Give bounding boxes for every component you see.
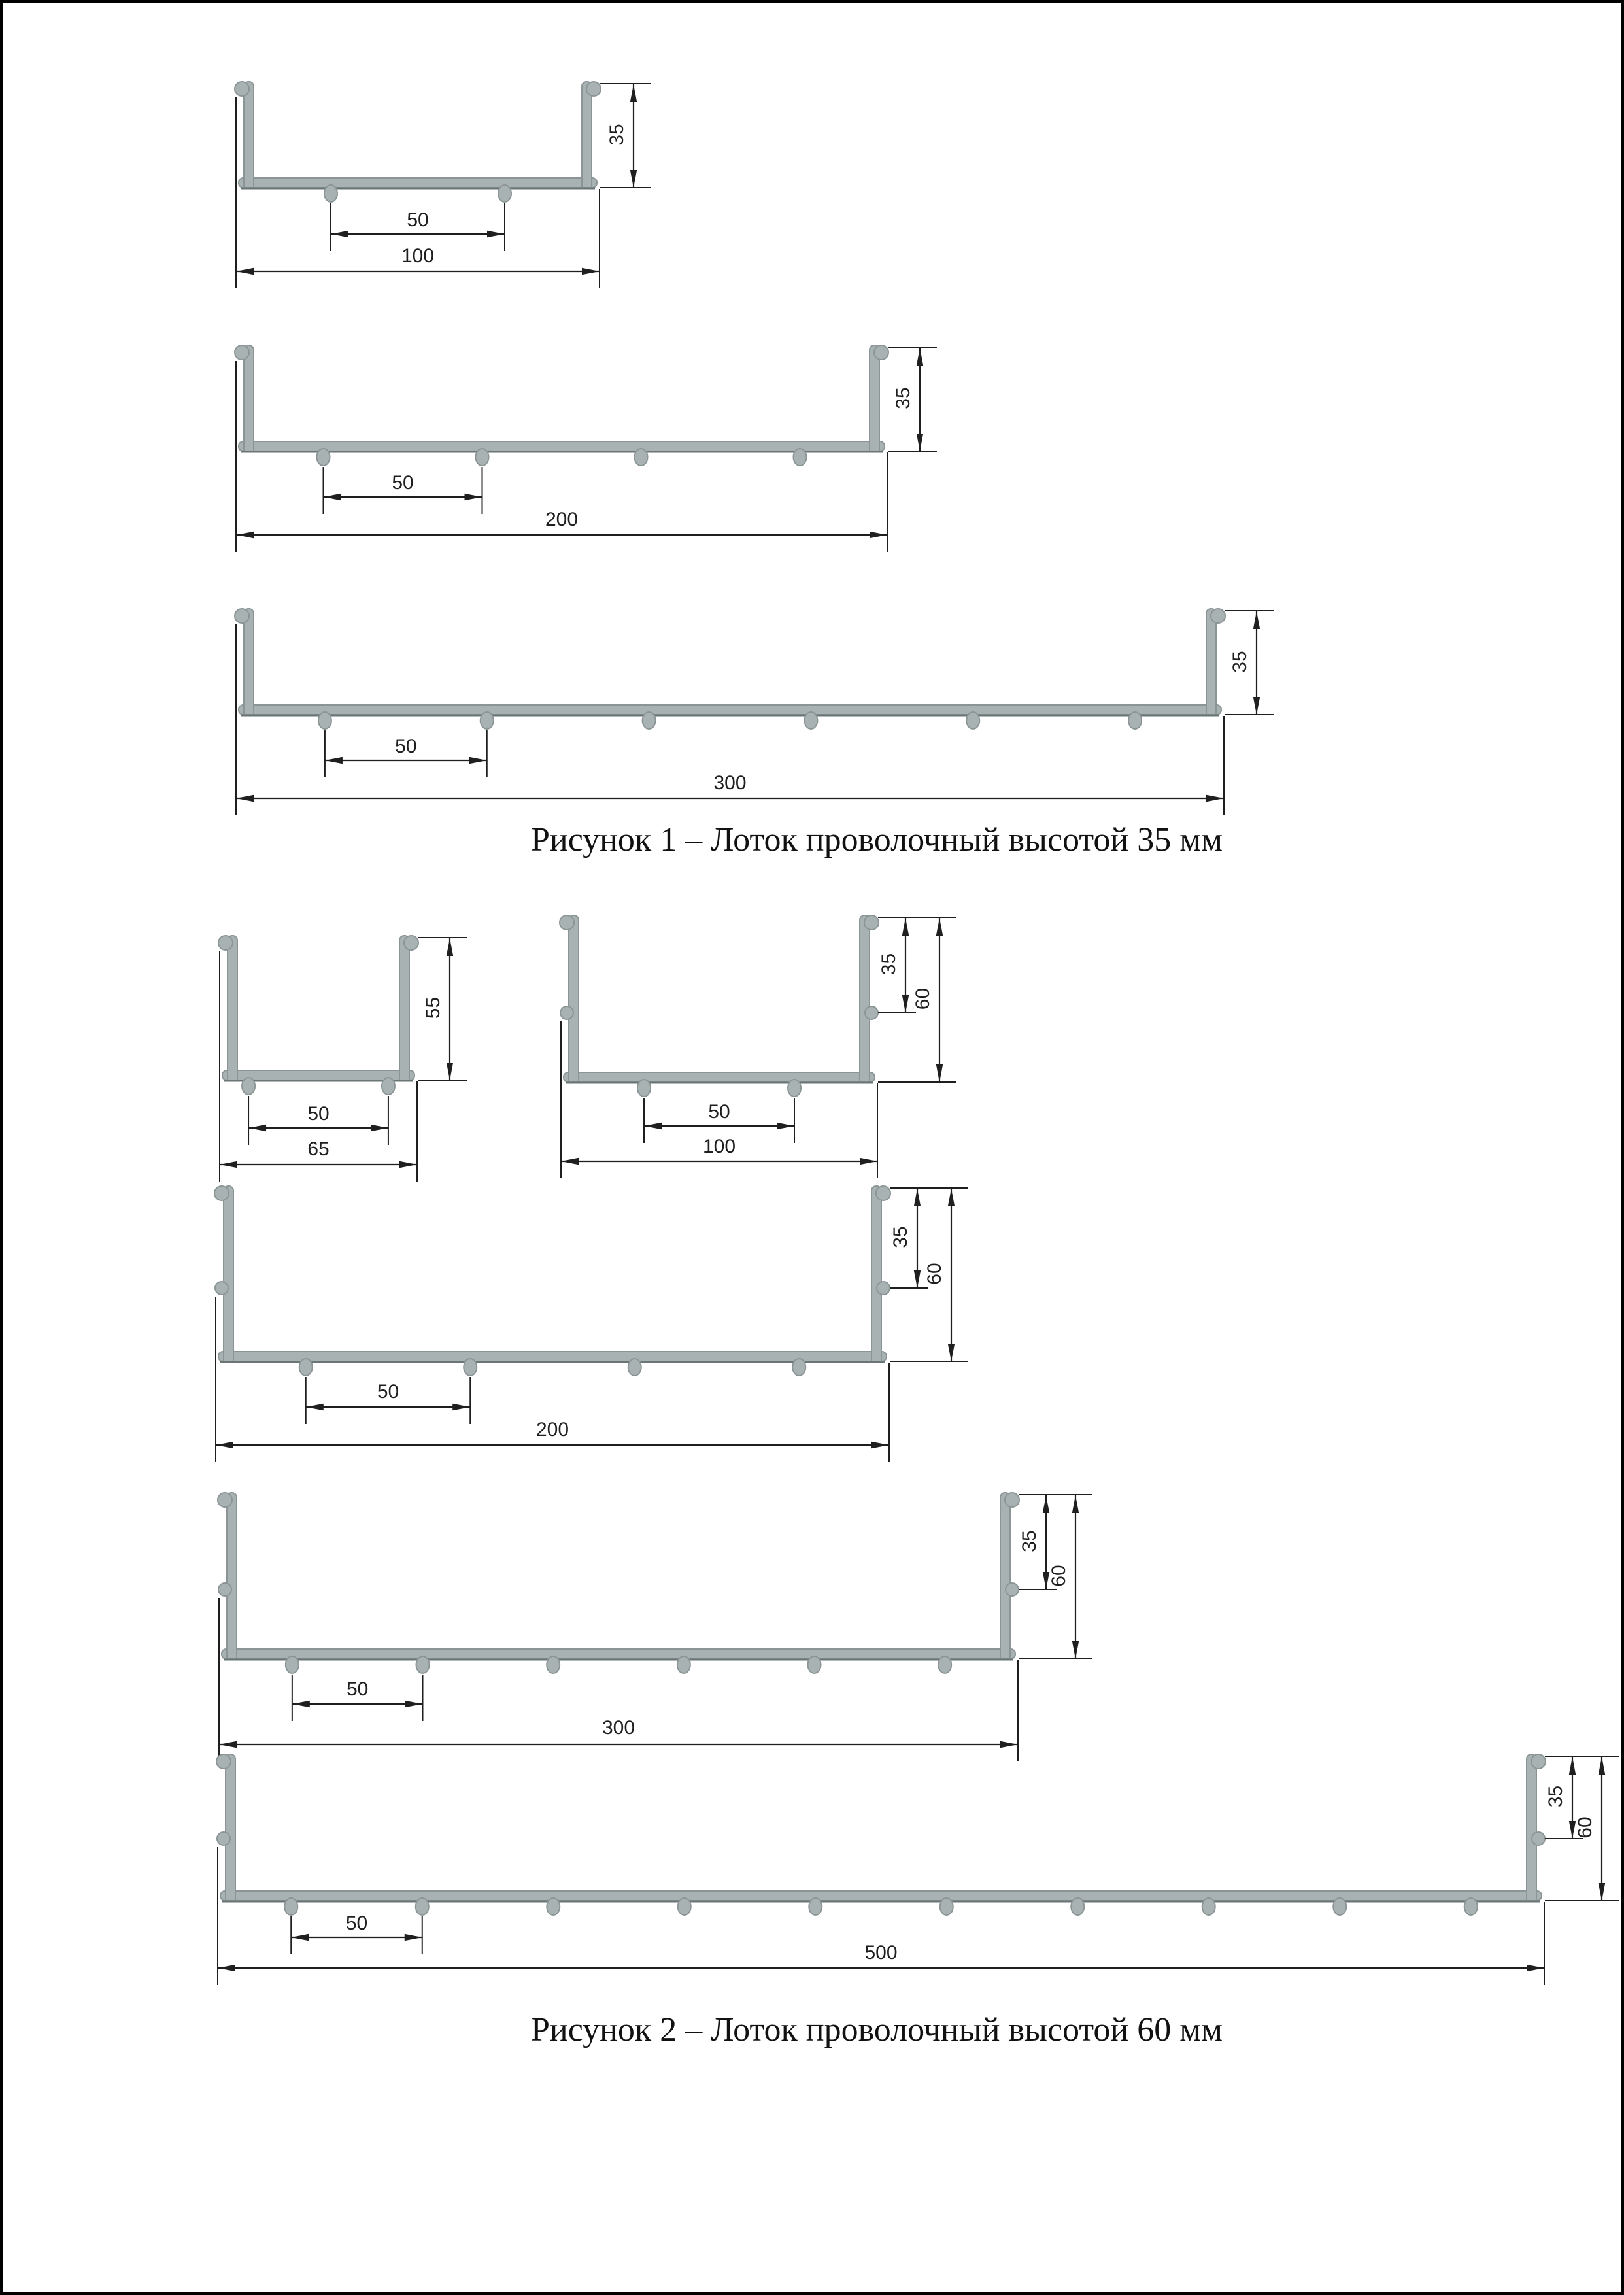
tray-bottom-bar: [239, 705, 1221, 715]
bottom-wire: [643, 712, 656, 729]
bottom-wire: [966, 712, 979, 729]
dimension-arrowhead: [936, 1064, 943, 1082]
width-dim-label: 100: [702, 1135, 736, 1157]
top-left-wire: [218, 936, 233, 950]
tray-profile-500mm: [216, 1754, 1619, 1985]
width-dim-label: 300: [713, 772, 747, 794]
corner-joint: [1528, 1892, 1536, 1900]
bottom-wire: [284, 1898, 297, 1915]
corner-joint: [245, 706, 253, 714]
height-35-dim-label: 35: [1544, 1785, 1566, 1808]
bottom-wire: [635, 449, 648, 466]
top-left-wire: [560, 915, 574, 930]
figure-2-drawings: [214, 915, 1619, 1985]
dimension-arrowhead: [948, 1344, 955, 1361]
mid-right-wire: [877, 1282, 890, 1295]
spacing-dim-label: 50: [392, 471, 414, 494]
tray-left-wall: [244, 82, 254, 188]
tray-profile-65mm: [218, 936, 467, 1182]
bottom-wire: [547, 1656, 560, 1673]
dimension-arrowhead: [452, 1404, 470, 1410]
bottom-wire: [318, 712, 331, 729]
dimension-arrowhead: [902, 995, 909, 1013]
tray-right-wall: [1000, 1493, 1010, 1659]
tray-left-wall: [226, 1754, 235, 1901]
bottom-wire: [788, 1080, 801, 1096]
height-60-dim-label: 60: [1047, 1565, 1070, 1587]
top-right-wire: [876, 1186, 890, 1200]
width-dim-label: 500: [864, 1941, 898, 1964]
top-right-wire: [1005, 1493, 1019, 1507]
width-dim-label: 200: [545, 508, 579, 530]
bottom-wire: [1071, 1898, 1084, 1915]
top-right-wire: [874, 345, 888, 360]
bottom-wire: [464, 1359, 477, 1376]
tray-bottom-bar: [218, 1352, 887, 1361]
dimension-arrowhead: [948, 1189, 955, 1206]
dimension-arrowhead: [292, 1701, 310, 1707]
height-dim-label: 35: [892, 387, 914, 409]
dimension-arrowhead: [630, 84, 637, 102]
bottom-wire: [382, 1078, 395, 1095]
dimension-arrowhead: [447, 1062, 453, 1080]
tray-left-wall: [224, 1186, 233, 1361]
dimension-arrowhead: [1599, 1883, 1605, 1901]
tray-left-wall: [227, 1493, 237, 1659]
dimension-arrowhead: [487, 231, 505, 237]
bottom-wire: [286, 1656, 299, 1673]
dimension-arrowhead: [399, 1161, 417, 1168]
dimension-arrowhead: [936, 918, 943, 936]
tray-profile-300mm: [235, 609, 1274, 815]
dimension-arrowhead: [220, 1161, 237, 1168]
bottom-wire: [677, 1656, 690, 1673]
dimension-arrowhead: [630, 170, 637, 188]
tray-bottom-bar: [239, 178, 597, 188]
figure-2-caption: Рисунок 2 – Лоток проволочный высотой 60 мм: [530, 2011, 1223, 2048]
bottom-wire: [324, 185, 337, 202]
dimension-arrowhead: [405, 1701, 423, 1707]
dimension-arrowhead: [1599, 1757, 1605, 1775]
top-right-wire: [586, 82, 601, 96]
mid-left-wire: [217, 1832, 230, 1845]
dimension-arrowhead: [1072, 1641, 1079, 1659]
corner-joint: [401, 1072, 409, 1080]
dimension-arrowhead: [248, 1125, 266, 1131]
corner-joint: [570, 1074, 578, 1081]
top-left-wire: [218, 1493, 232, 1507]
width-dim-label: 300: [601, 1716, 635, 1739]
tray-right-wall: [871, 1186, 881, 1361]
top-left-wire: [235, 82, 249, 96]
top-left-wire: [235, 609, 249, 623]
spacing-dim-label: 50: [307, 1102, 330, 1125]
mid-left-wire: [218, 1583, 231, 1596]
bottom-wire: [299, 1359, 313, 1376]
dimension-arrowhead: [1000, 1741, 1018, 1748]
bottom-wire: [804, 712, 817, 729]
top-left-wire: [214, 1186, 229, 1200]
dimension-arrowhead: [465, 494, 482, 500]
dimension-arrowhead: [219, 1741, 237, 1748]
mid-right-wire: [1006, 1583, 1019, 1596]
height-dim-label: 35: [1228, 651, 1251, 673]
dimension-arrowhead: [914, 1270, 921, 1288]
corner-joint: [229, 1072, 237, 1080]
bottom-wire: [1128, 712, 1142, 729]
corner-joint: [861, 1074, 869, 1081]
bottom-wire: [317, 449, 330, 466]
top-right-wire: [864, 915, 879, 930]
corner-joint: [873, 1353, 881, 1361]
spacing-dim-label: 50: [345, 1912, 368, 1934]
spacing-dim-label: 50: [708, 1100, 730, 1123]
bottom-wire: [476, 449, 489, 466]
dimension-arrowhead: [447, 938, 453, 956]
tray-right-wall: [1206, 609, 1216, 715]
corner-joint: [1208, 706, 1215, 714]
dimension-arrowhead: [870, 532, 887, 538]
dimension-arrowhead: [914, 1189, 921, 1206]
width-dim-label: 200: [535, 1418, 569, 1440]
dimension-arrowhead: [1569, 1757, 1576, 1775]
tray-right-wall: [582, 82, 592, 188]
bottom-wire: [808, 1656, 821, 1673]
corner-joint: [245, 179, 253, 187]
dimension-arrowhead: [777, 1123, 794, 1129]
dimension-arrowhead: [324, 494, 341, 500]
height-35-dim-label: 35: [889, 1226, 911, 1248]
dimension-arrowhead: [644, 1123, 662, 1129]
dimension-arrowhead: [917, 348, 923, 366]
mid-right-wire: [865, 1006, 878, 1019]
top-left-wire: [235, 345, 249, 360]
bottom-wire: [678, 1898, 691, 1915]
bottom-wire: [242, 1078, 255, 1095]
bottom-wire: [481, 712, 494, 729]
dimension-arrowhead: [1072, 1495, 1079, 1513]
figure-1-caption: Рисунок 1 – Лоток проволочный высотой 35 мм: [530, 821, 1223, 858]
bottom-wire: [416, 1898, 429, 1915]
bottom-wire: [547, 1898, 560, 1915]
dimension-arrowhead: [902, 918, 909, 936]
bottom-wire: [498, 185, 511, 202]
dimension-arrowhead: [216, 1442, 233, 1448]
tray-left-wall: [244, 345, 254, 451]
bottom-wire: [1202, 1898, 1215, 1915]
bottom-wire: [1464, 1898, 1478, 1915]
spacing-dim-label: 50: [395, 735, 417, 757]
height-dim-label: 55: [422, 996, 444, 1019]
spacing-dim-label: 50: [377, 1380, 399, 1402]
dimension-arrowhead: [331, 231, 348, 237]
bottom-wire: [792, 1359, 805, 1376]
bottom-wire: [416, 1656, 430, 1673]
corner-joint: [245, 443, 253, 450]
height-35-dim-label: 35: [1018, 1530, 1040, 1552]
dimension-arrowhead: [1527, 1965, 1544, 1971]
dimension-arrowhead: [236, 532, 254, 538]
corner-joint: [583, 179, 591, 187]
height-dim-label: 35: [605, 124, 628, 146]
bottom-wire: [794, 449, 807, 466]
dimension-arrowhead: [1043, 1495, 1049, 1513]
corner-joint: [227, 1892, 235, 1900]
dimension-arrowhead: [860, 1158, 877, 1164]
width-dim-label: 65: [307, 1138, 330, 1160]
tray-right-wall: [1527, 1754, 1536, 1901]
dimension-arrowhead: [469, 757, 487, 764]
tray-profile-300mm: [218, 1493, 1092, 1761]
tray-left-wall: [244, 609, 254, 715]
tray-left-wall: [228, 936, 237, 1080]
bottom-wire: [938, 1656, 951, 1673]
height-35-dim-label: 35: [877, 953, 900, 976]
corner-joint: [871, 443, 879, 450]
spacing-dim-label: 50: [346, 1678, 369, 1700]
tray-right-wall: [870, 345, 879, 451]
tray-bottom-bar: [564, 1072, 875, 1082]
dimension-arrowhead: [405, 1934, 422, 1941]
width-dim-label: 100: [401, 245, 435, 267]
bottom-wire: [628, 1359, 641, 1376]
dimension-arrowhead: [236, 268, 254, 275]
height-60-dim-label: 60: [923, 1263, 945, 1285]
corner-joint: [1002, 1650, 1009, 1658]
dimension-arrowhead: [236, 795, 254, 802]
dimension-arrowhead: [371, 1125, 388, 1131]
bottom-wire: [809, 1898, 822, 1915]
dimension-arrowhead: [1253, 697, 1260, 715]
dimension-arrowhead: [325, 757, 343, 764]
dimension-arrowhead: [582, 268, 600, 275]
bottom-wire: [940, 1898, 953, 1915]
mid-left-wire: [560, 1006, 573, 1019]
top-right-wire: [404, 936, 418, 950]
mid-right-wire: [1532, 1832, 1545, 1845]
tray-profile-100mm: [560, 915, 956, 1178]
spacing-dim-label: 50: [407, 209, 429, 231]
tray-bottom-bar: [239, 441, 885, 451]
dimension-arrowhead: [291, 1934, 309, 1941]
tray-right-wall: [399, 936, 409, 1080]
top-right-wire: [1211, 609, 1225, 623]
tray-right-wall: [860, 915, 870, 1082]
tray-bottom-bar: [222, 1649, 1015, 1659]
figure-1-drawings: [235, 82, 1274, 815]
dimension-arrowhead: [917, 434, 923, 451]
tray-profile-200mm: [235, 345, 937, 552]
top-right-wire: [1531, 1754, 1546, 1769]
bottom-wire: [637, 1080, 651, 1096]
height-60-dim-label: 60: [911, 987, 934, 1010]
corner-joint: [228, 1650, 236, 1658]
corner-joint: [225, 1353, 233, 1361]
dimension-arrowhead: [1206, 795, 1224, 802]
tray-profile-100mm: [235, 82, 651, 288]
dimension-arrowhead: [218, 1965, 235, 1971]
top-left-wire: [216, 1754, 231, 1769]
height-60-dim-label: 60: [1574, 1816, 1596, 1839]
bottom-wire: [1333, 1898, 1346, 1915]
mid-left-wire: [215, 1282, 228, 1295]
dimension-arrowhead: [871, 1442, 889, 1448]
dimension-arrowhead: [561, 1158, 579, 1164]
tray-profile-200mm: [214, 1186, 968, 1462]
dimension-arrowhead: [1253, 611, 1260, 629]
tray-left-wall: [569, 915, 579, 1082]
dimension-arrowhead: [306, 1404, 324, 1410]
